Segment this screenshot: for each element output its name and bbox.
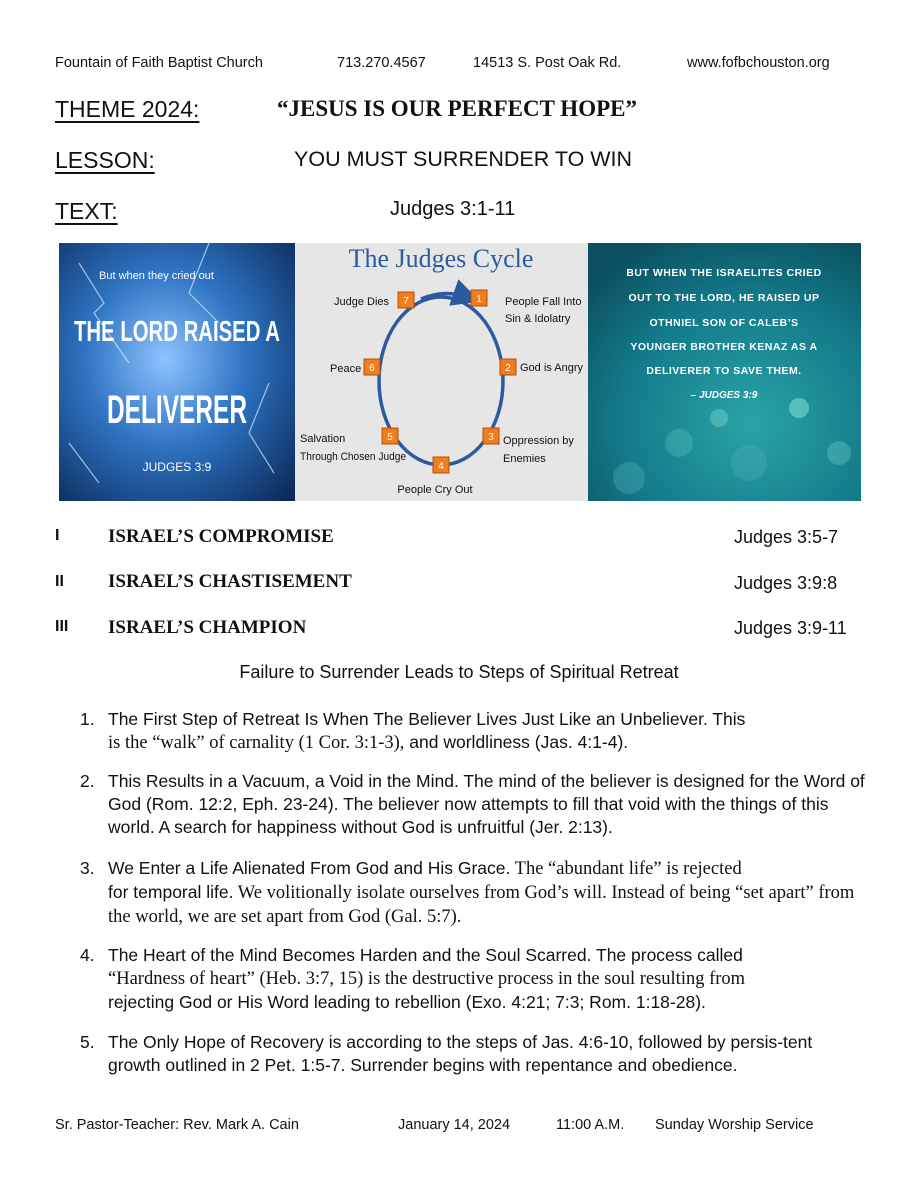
outline-ref-2: Judges 3:9:8 <box>734 573 838 593</box>
text-label: TEXT: <box>55 198 118 224</box>
svg-text:God is Angry: God is Angry <box>520 362 583 374</box>
list-item-3: 3. We Enter a Life Alienated From God and His Grace. The “abundant life” is rejected for temporal life. We volitionally isolate ourselves from God’s will. Instead of being “set apart” from the world, we are set apart from God (Gal. 5:7). <box>80 858 855 927</box>
footer-date: January 14, 2024 <box>398 1117 511 1133</box>
left-panel <box>59 243 295 501</box>
svg-text:People Cry Out: People Cry Out <box>397 484 473 496</box>
judges-cycle-diagram <box>295 243 588 501</box>
svg-text:4: 4 <box>438 461 444 472</box>
svg-text:5: 5 <box>387 432 393 443</box>
svg-text:7: 7 <box>403 296 409 307</box>
svg-text:2: 2 <box>505 363 511 374</box>
right-line-4: YOUNGER BROTHER KENAZ AS A <box>630 341 818 353</box>
outline-ref-1: Judges 3:5-7 <box>734 527 839 547</box>
right-line-1: BUT WHEN THE ISRAELITES CRIED <box>626 267 822 279</box>
svg-text:Judge Dies: Judge Dies <box>334 296 390 308</box>
svg-text:1: 1 <box>476 294 482 305</box>
lesson-label: LESSON: <box>55 147 155 173</box>
right-line-3: OTHNIEL SON OF CALEB’S <box>649 317 799 329</box>
judges-banner <box>59 243 861 501</box>
svg-text:Through Chosen Judge: Through Chosen Judge <box>300 451 406 463</box>
right-ref: – JUDGES 3:9 <box>690 390 758 401</box>
church-address: 14513 S. Post Oak Rd. <box>473 55 622 71</box>
svg-text:Sin & Idolatry: Sin & Idolatry <box>505 313 571 325</box>
section-subtitle: Failure to Surrender Leads to Steps of Spiritual Retreat <box>239 662 679 682</box>
theme-value: “JESUS IS OUR PERFECT HOPE” <box>277 96 637 121</box>
cycle-step-2 <box>500 359 583 375</box>
footer-service: Sunday Worship Service <box>655 1117 814 1133</box>
svg-text:6: 6 <box>369 363 375 374</box>
right-line-2: OUT TO THE LORD, HE RAISED UP <box>628 292 820 304</box>
svg-text:Oppression by: Oppression by <box>503 435 574 447</box>
bokeh-light-icon <box>789 398 809 418</box>
outline-num-1: I <box>55 527 60 544</box>
church-website[interactable]: www.fofbchouston.org <box>687 55 830 71</box>
list-item-2: 2. This Results in a Vacuum, a Void in the Mind. The mind of the believer is designed for the Word of God (Rom. 12:2, Eph. 23-24). The believer now attempts to fill that void with the things of this world. A search for happiness without God is unfruitful (Jer. 2:13). <box>80 771 865 837</box>
lesson-value: YOU MUST SURRENDER TO WIN <box>294 147 633 171</box>
outline-title-2: ISRAEL’S CHASTISEMENT <box>108 571 352 592</box>
list-item-4: 4. The Heart of the Mind Becomes Harden and the Soul Scarred. The process called “Hardness of heart” (Heb. 3:7, 15) is the destructive process in the soul resulting from rejecting God or His Word leading to rebellion (Exo. 4:21; 7:3; Rom. 1:18-28). <box>80 945 746 1012</box>
svg-text:Enemies: Enemies <box>503 453 546 465</box>
list-item-5: 5. The Only Hope of Recovery is according to the steps of Jas. 4:6-10, followed by persis-tent growth outlined in 2 Pet. 1:5-7. Surrender begins with repentance and obedience. <box>80 1032 813 1075</box>
outline-num-3: III <box>55 618 69 635</box>
footer-time: 11:00 A.M. <box>556 1117 625 1133</box>
outline-title-1: ISRAEL’S COMPROMISE <box>108 526 334 547</box>
outline-ref-3: Judges 3:9-11 <box>734 618 847 638</box>
svg-text:People Fall Into: People Fall Into <box>505 296 582 308</box>
list-item-1: 1. The First Step of Retreat Is When The Believer Lives Just Like an Unbeliever. This is the “walk” of carnality (1 Cor. 3:1-3), and worldliness (Jas. 4:1-4). <box>80 709 746 753</box>
theme-label: THEME 2024: <box>55 96 200 122</box>
church-phone: 713.270.4567 <box>337 55 426 71</box>
left-line2: DELIVERER <box>107 388 248 432</box>
left-ref: JUDGES 3:9 <box>142 460 212 474</box>
cycle-title: The Judges Cycle <box>348 244 534 273</box>
church-name: Fountain of Faith Baptist Church <box>55 55 263 71</box>
svg-text:3: 3 <box>488 432 494 443</box>
text-value: Judges 3:1-11 <box>390 198 516 220</box>
svg-text:Peace: Peace <box>330 363 362 375</box>
svg-text:Salvation: Salvation <box>300 433 346 445</box>
outline-num-2: II <box>55 573 64 590</box>
footer-pastor: Sr. Pastor-Teacher: Rev. Mark A. Cain <box>55 1117 299 1133</box>
left-small-text: But when they cried out <box>99 270 214 282</box>
outline-title-3: ISRAEL’S CHAMPION <box>108 617 307 638</box>
left-line1: THE LORD RAISED A <box>74 316 281 348</box>
right-panel <box>588 243 861 501</box>
right-line-5: DELIVERER TO SAVE THEM. <box>646 365 802 377</box>
